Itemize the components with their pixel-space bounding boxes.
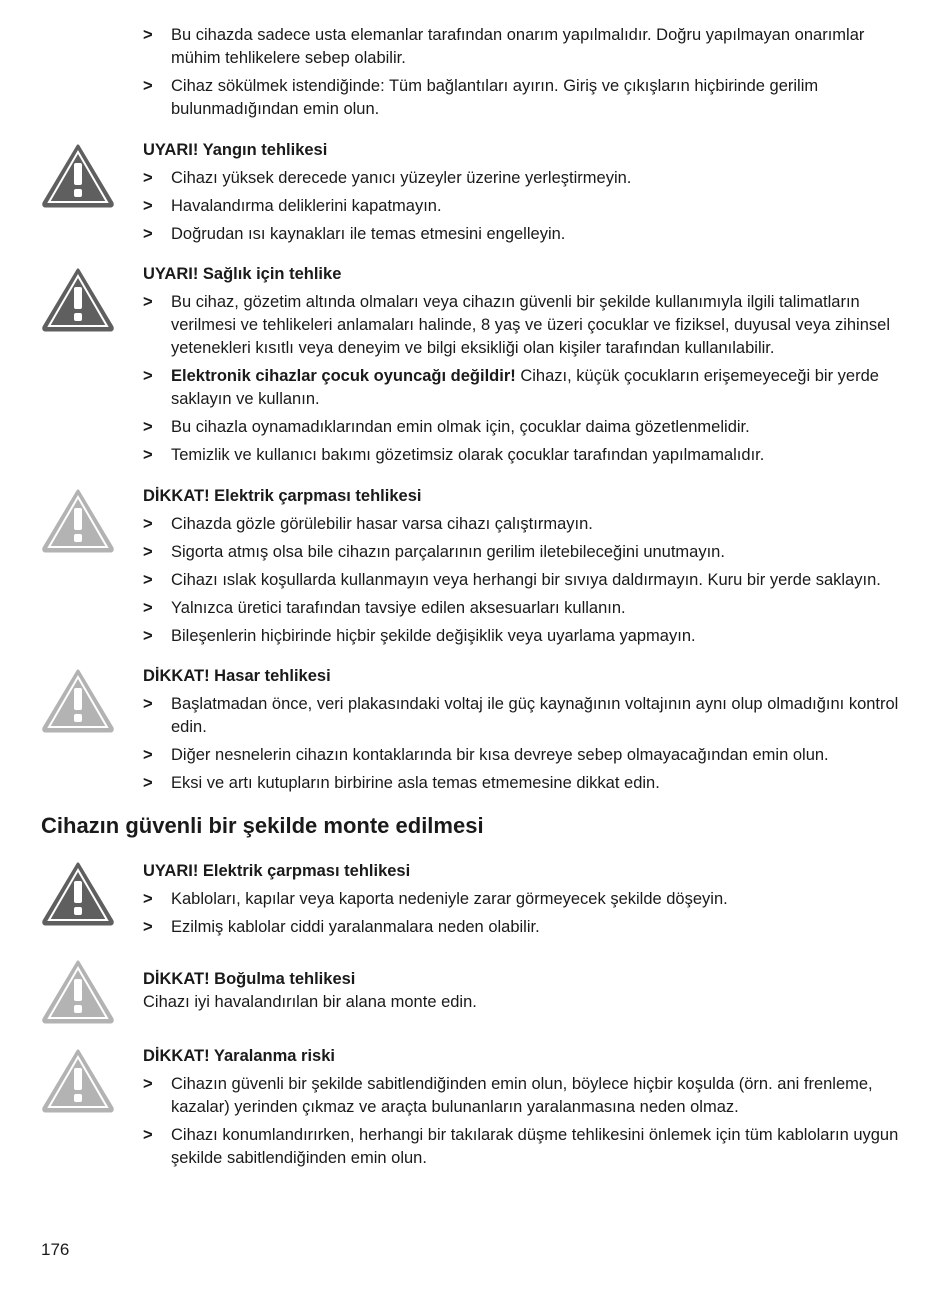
list-item: > Cihazı konumlandırırken, herhangi bir takılarak düşme tehlikesini önlemek için tüm kabloların uygun şekilde sabitlendiğinden emin olun.	[143, 1124, 913, 1170]
warning-health	[143, 263, 913, 472]
page-number: 176	[41, 1240, 70, 1259]
warning-title: DİKKAT! Yaralanma riski	[143, 1047, 335, 1065]
list-item: > Bileşenlerin hiçbirinde hiçbir şekilde değişiklik veya uyarlama yapmayın.	[143, 625, 913, 648]
warning-title: UYARI! Sağlık için tehlike	[143, 265, 342, 283]
top-block	[143, 24, 913, 126]
list-item: > Eksi ve artı kutupların birbirine asla temas etmemesine dikkat edin.	[143, 772, 913, 795]
caution-triangle-icon	[41, 1047, 115, 1113]
bold-lead-text: Elektronik cihazlar çocuk oyuncağı değildir!	[171, 367, 516, 385]
caution-triangle-icon	[41, 667, 115, 733]
warning-electric-shock	[143, 860, 913, 944]
list-item: > Bu cihaz, gözetim altında olmaları veya cihazın güvenli bir şekilde kullanımıyla ilgili talimatların verilmesi ve tehlikeleri anlamaları halinde, 8 yaş ve üzeri çocuklar ve fiziksel, duyusal veya zihinsel yetenekleri kısıtlı veya deneyim ve bilgi eksikliği olan kişiler tarafından kullanılabilir.	[143, 291, 913, 360]
list-item: > Bu cihazda sadece usta elemanlar tarafından onarım yapılmalıdır. Doğru yapılmayan onarımlar mühim tehlikelere sebep olabilir.	[143, 24, 913, 70]
caution-damage	[143, 665, 913, 800]
warning-title: UYARI! Elektrik çarpması tehlikesi	[143, 862, 411, 880]
list-item-text: Cihazı, küçük çocukların erişemeyeceği bir yerde saklayın ve kullanın.	[171, 367, 879, 408]
list-item: > Havalandırma deliklerini kapatmayın.	[143, 195, 913, 218]
list-item: > Kabloları, kapılar veya kaporta nedeniyle zarar görmeyecek şekilde döşeyin.	[143, 888, 913, 911]
caution-suffocation	[143, 968, 913, 1014]
caution-electric-shock	[143, 485, 913, 653]
warning-title: DİKKAT! Elektrik çarpması tehlikesi	[143, 487, 422, 505]
list-item: > Ezilmiş kablolar ciddi yaralanmalara neden olabilir.	[143, 916, 913, 939]
list-item: > Cihazı yüksek derecede yanıcı yüzeyler üzerine yerleştirmeyin.	[143, 167, 913, 190]
list-item: > Başlatmadan önce, veri plakasındaki voltaj ile güç kaynağının voltajının aynı olup olmadığını kontrol edin.	[143, 693, 913, 739]
list-item: > Cihazın güvenli bir şekilde sabitlendiğinden emin olun, böylece hiçbir koşulda (örn. ani frenleme, kazalar) yerinden çıkmaz ve araçta bulunanların yaralanmasına neden olmaz.	[143, 1073, 913, 1119]
list-item: > Bu cihazla oynamadıklarından emin olmak için, çocuklar daima gözetlenmelidir.	[143, 416, 913, 439]
warning-fire	[143, 139, 913, 251]
warning-text: Cihazı iyi havalandırılan bir alana monte edin.	[143, 993, 477, 1011]
warning-triangle-icon	[41, 860, 115, 926]
list-item: > Diğer nesnelerin cihazın kontaklarında bir kısa devreye sebep olmayacağından emin olun.	[143, 744, 913, 767]
list-item: > Cihazda gözle görülebilir hasar varsa cihazı çalıştırmayın.	[143, 513, 913, 536]
caution-triangle-icon	[41, 958, 115, 1024]
list-item: > Temizlik ve kullanıcı bakımı gözetimsiz olarak çocuklar tarafından yapılmamalıdır.	[143, 444, 913, 467]
warning-title: UYARI! Yangın tehlikesi	[143, 141, 328, 159]
list-item: > Doğrudan ısı kaynakları ile temas etmesini engelleyin.	[143, 223, 913, 246]
list-item: > Cihaz sökülmek istendiğinde: Tüm bağlantıları ayırın. Giriş ve çıkışların hiçbirinde gerilim bulunmadığından emin olun.	[143, 75, 913, 121]
list-item: > Cihazı ıslak koşullarda kullanmayın veya herhangi bir sıvıya daldırmayın. Kuru bir yerde saklayın.	[143, 569, 913, 592]
list-item: > Sigorta atmış olsa bile cihazın parçalarının gerilim iletebileceğini unutmayın.	[143, 541, 913, 564]
warning-triangle-icon	[41, 142, 115, 208]
caution-triangle-icon	[41, 487, 115, 553]
caution-injury	[143, 1045, 913, 1175]
warning-title: DİKKAT! Boğulma tehlikesi	[143, 970, 356, 988]
list-item	[143, 365, 913, 411]
section-title: Cihazın güvenli bir şekilde monte edilmesi	[41, 813, 484, 838]
warning-triangle-icon	[41, 266, 115, 332]
warning-title: DİKKAT! Hasar tehlikesi	[143, 667, 331, 685]
list-item: > Yalnızca üretici tarafından tavsiye edilen aksesuarları kullanın.	[143, 597, 913, 620]
